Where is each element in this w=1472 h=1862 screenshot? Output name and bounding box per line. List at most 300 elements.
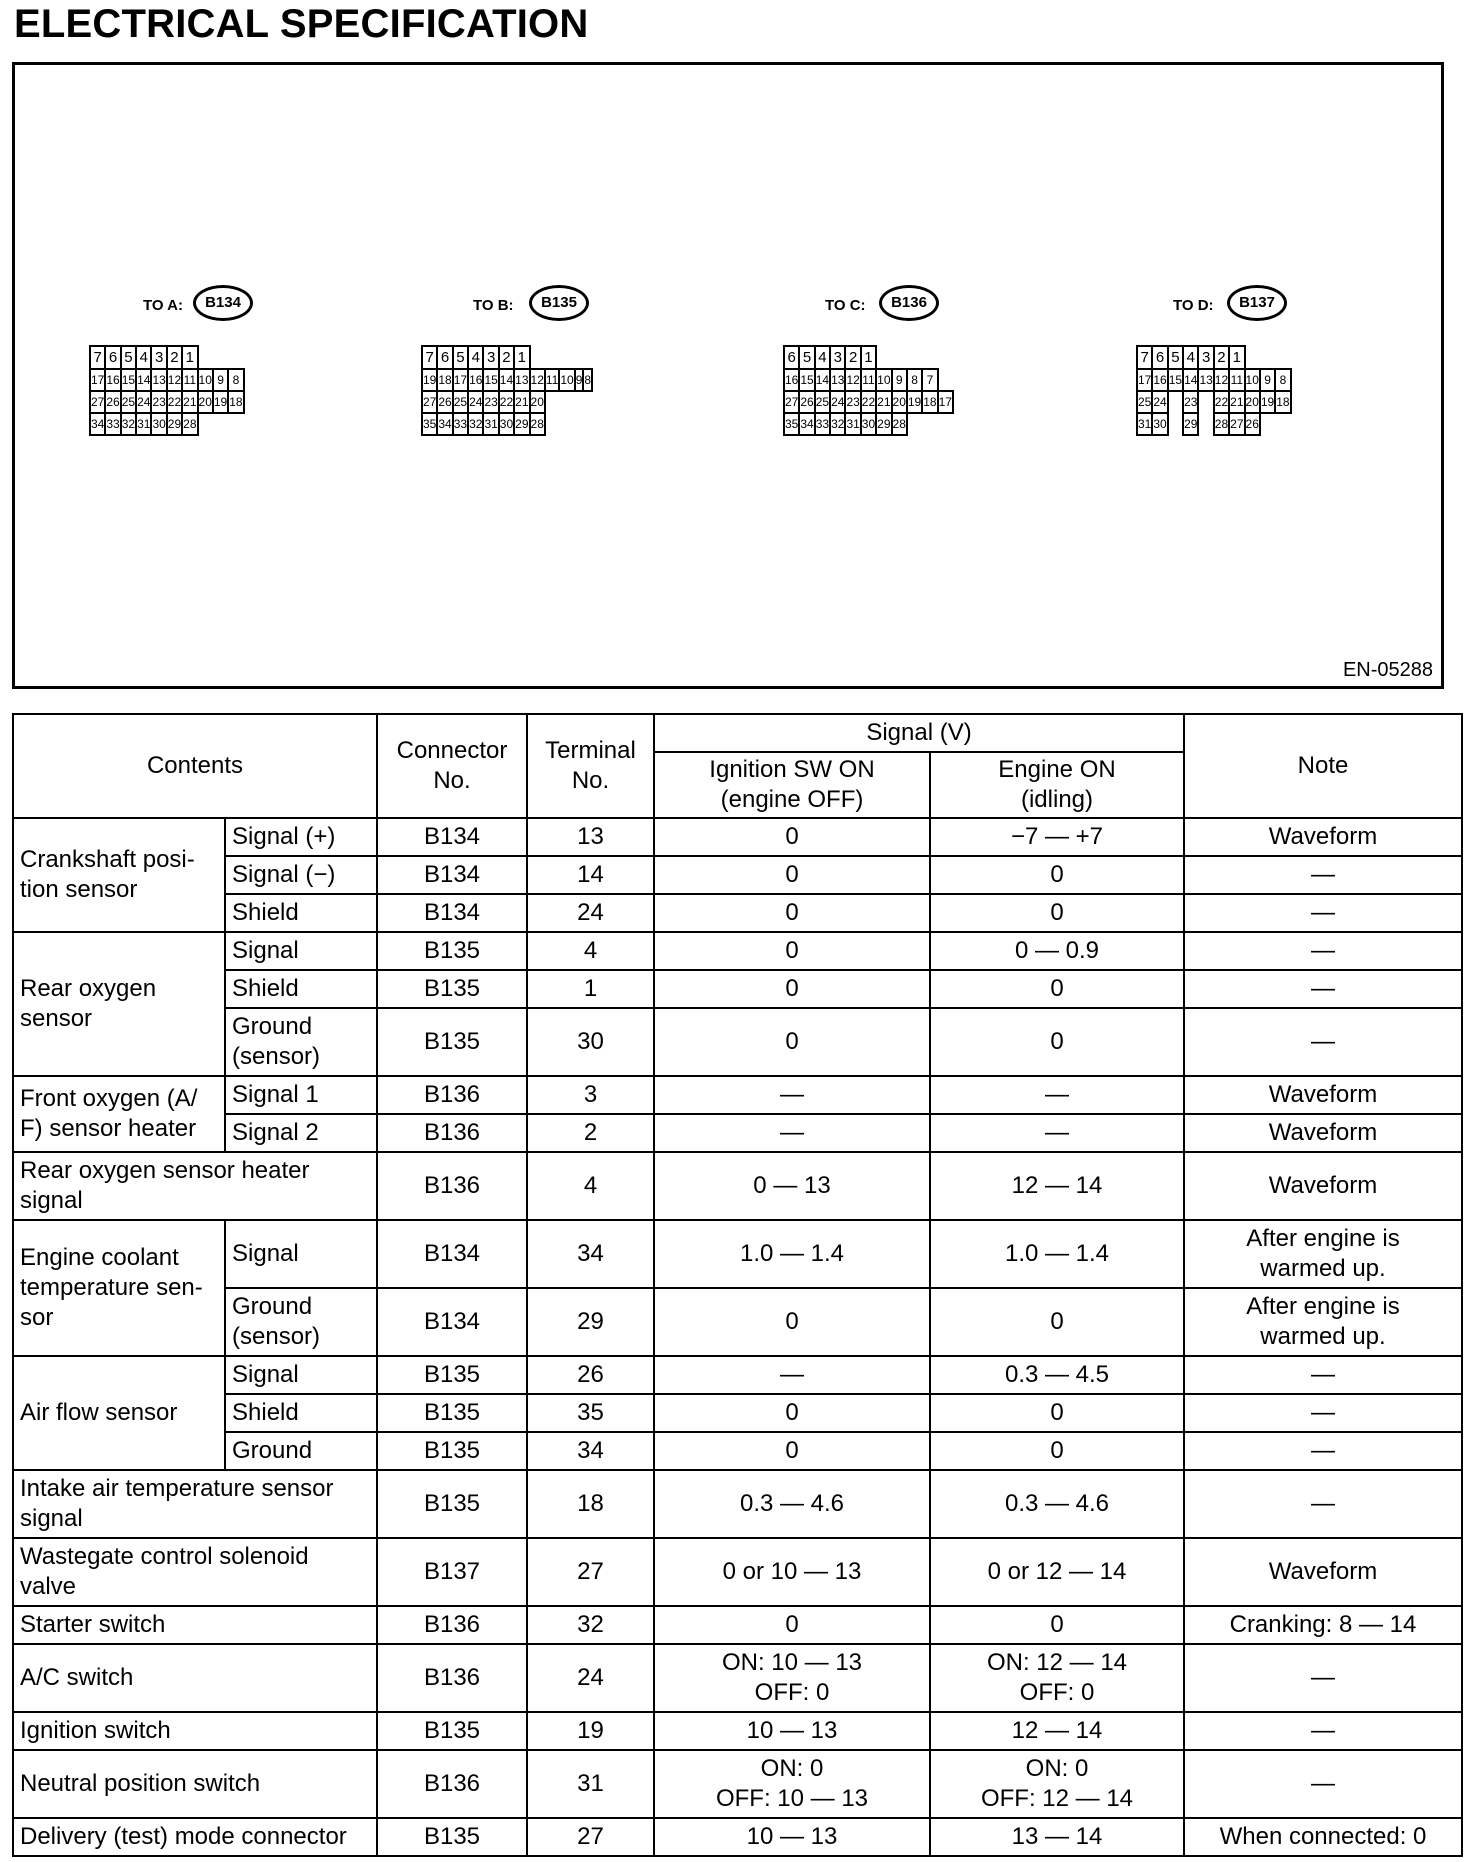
row-terminal-no: 34	[527, 1220, 654, 1288]
row-connector-no: B136	[377, 1114, 527, 1152]
pin: 25	[815, 391, 830, 413]
pin: 9	[213, 369, 228, 391]
row-connector-no: B136	[377, 1750, 527, 1818]
row-signal-engine-on: 12 — 14	[930, 1712, 1184, 1750]
row-signal-ign-on: 0	[654, 1606, 930, 1644]
pin: 9	[1260, 369, 1275, 391]
pin: 13	[151, 369, 166, 391]
row-connector-no: B134	[377, 1288, 527, 1356]
row-sub-item: Signal (+)	[225, 818, 377, 856]
pin-row	[422, 369, 592, 391]
row-terminal-no: 27	[527, 1538, 654, 1606]
row-signal-engine-on: 0	[930, 856, 1184, 894]
row-signal-engine-on: 1.0 — 1.4	[930, 1220, 1184, 1288]
table-row	[13, 1644, 1462, 1712]
row-connector-no: B136	[377, 1606, 527, 1644]
pin-row	[784, 391, 953, 413]
table-row	[13, 1818, 1462, 1856]
pin: 29	[514, 413, 529, 435]
pin: 31	[136, 413, 151, 435]
row-signal-ign-on: 10 — 13	[654, 1818, 930, 1856]
pin: 7	[1137, 346, 1152, 369]
connector-code-badge: B135	[529, 285, 589, 321]
pin: 11	[861, 369, 876, 391]
pin: 5	[799, 346, 814, 369]
row-terminal-no: 4	[527, 932, 654, 970]
pin: 13	[1198, 369, 1213, 391]
row-terminal-no: 1	[527, 970, 654, 1008]
row-terminal-no: 2	[527, 1114, 654, 1152]
pin: 23	[845, 391, 860, 413]
row-connector-no: B135	[377, 1818, 527, 1856]
pin: 2	[845, 346, 860, 369]
pin-gap	[1168, 413, 1183, 435]
row-signal-ign-on: 0	[654, 932, 930, 970]
pin: 30	[151, 413, 166, 435]
pin-row	[90, 369, 244, 391]
pin: 31	[1137, 413, 1152, 435]
pin-row	[784, 346, 953, 369]
table-row	[13, 1288, 1462, 1356]
pin: 3	[151, 346, 166, 369]
pin-row	[422, 346, 592, 369]
row-sub-item: Signal	[225, 1220, 377, 1288]
row-connector-no: B135	[377, 1712, 527, 1750]
pin: 34	[437, 413, 452, 435]
pin: 7	[422, 346, 437, 369]
row-note: —	[1184, 1712, 1462, 1750]
pin: 10	[559, 369, 574, 391]
pin: 7	[90, 346, 105, 369]
pin: 3	[1198, 346, 1213, 369]
row-signal-engine-on: 0 — 0.9	[930, 932, 1184, 970]
pin: 8	[907, 369, 922, 391]
connector-label: TO D:	[1173, 297, 1214, 314]
row-signal-engine-on: 0	[930, 1432, 1184, 1470]
pin: 26	[437, 391, 452, 413]
pin: 5	[1168, 346, 1183, 369]
row-connector-no: B135	[377, 1394, 527, 1432]
row-contents: Crankshaft posi- tion sensor	[13, 818, 225, 932]
row-note: When connected: 0	[1184, 1818, 1462, 1856]
pin: 25	[453, 391, 468, 413]
header-terminal-line1: Terminal	[545, 737, 636, 764]
row-terminal-no: 27	[527, 1818, 654, 1856]
row-terminal-no: 4	[527, 1152, 654, 1220]
pin: 4	[815, 346, 830, 369]
pin: 24	[830, 391, 845, 413]
row-signal-engine-on: 0 or 12 — 14	[930, 1538, 1184, 1606]
row-terminal-no: 34	[527, 1432, 654, 1470]
row-connector-no: B134	[377, 856, 527, 894]
row-terminal-no: 30	[527, 1008, 654, 1076]
pin: 24	[468, 391, 483, 413]
pin: 21	[876, 391, 891, 413]
pin-row	[1137, 413, 1291, 435]
header-terminal-line2: No.	[571, 767, 610, 794]
table-row	[13, 970, 1462, 1008]
header-signal: Signal (V)	[654, 714, 1184, 752]
pin: 5	[453, 346, 468, 369]
row-signal-engine-on: 0	[930, 1288, 1184, 1356]
row-signal-engine-on: 12 — 14	[930, 1152, 1184, 1220]
pin: 22	[1214, 391, 1229, 413]
pin: 15	[1168, 369, 1183, 391]
pin: 26	[1245, 413, 1260, 435]
pin-row	[784, 369, 953, 391]
pin: 13	[514, 369, 529, 391]
header-connector-line1: Connector	[396, 737, 508, 764]
pin: 27	[422, 391, 437, 413]
row-contents: Neutral position switch	[13, 1750, 377, 1818]
table-row	[13, 1606, 1462, 1644]
row-signal-ign-on: 10 — 13	[654, 1712, 930, 1750]
row-signal-engine-on: 0	[930, 1394, 1184, 1432]
pin: 4	[136, 346, 151, 369]
row-signal-engine-on: 0	[930, 1606, 1184, 1644]
pin: 35	[422, 413, 437, 435]
connector-code-badge: B137	[1227, 285, 1287, 321]
row-signal-engine-on: 0	[930, 894, 1184, 932]
pin: 2	[1214, 346, 1229, 369]
pin: 12	[1214, 369, 1229, 391]
pin: 17	[1137, 369, 1152, 391]
connector-code-badge: B136	[879, 285, 939, 321]
pin: 8	[583, 369, 592, 391]
pin: 22	[167, 391, 182, 413]
pin: 17	[453, 369, 468, 391]
row-note: —	[1184, 1432, 1462, 1470]
pin: 28	[530, 413, 545, 435]
connector-pin-grid	[89, 345, 245, 436]
table-row	[13, 856, 1462, 894]
pin: 18	[228, 391, 243, 413]
pin: 16	[784, 369, 799, 391]
pin: 11	[182, 369, 197, 391]
row-signal-ign-on: 0	[654, 1288, 930, 1356]
row-signal-ign-on: 1.0 — 1.4	[654, 1220, 930, 1288]
row-contents: Rear oxygen sensor	[13, 932, 225, 1076]
pin: 12	[530, 369, 545, 391]
pin: 4	[468, 346, 483, 369]
row-terminal-no: 26	[527, 1356, 654, 1394]
connector-label: TO B:	[473, 297, 514, 314]
row-signal-engine-on: 0.3 — 4.5	[930, 1356, 1184, 1394]
pin: 33	[453, 413, 468, 435]
pin: 18	[1275, 391, 1290, 413]
header-ign-line1: Ignition SW ON	[709, 756, 875, 783]
row-signal-ign-on: —	[654, 1076, 930, 1114]
pin: 32	[468, 413, 483, 435]
pin: 30	[499, 413, 514, 435]
row-signal-engine-on: 0.3 — 4.6	[930, 1470, 1184, 1538]
header-connector-line2: No.	[433, 767, 471, 794]
row-signal-ign-on: 0	[654, 818, 930, 856]
row-connector-no: B135	[377, 1356, 527, 1394]
row-connector-no: B137	[377, 1538, 527, 1606]
pin-row	[1137, 346, 1291, 369]
pin: 21	[514, 391, 529, 413]
connector-pin-grid	[1136, 345, 1292, 436]
row-connector-no: B136	[377, 1076, 527, 1114]
header-eng-line1: Engine ON	[998, 756, 1116, 783]
table-row	[13, 932, 1462, 970]
row-sub-item: Shield	[225, 970, 377, 1008]
row-note: After engine is warmed up.	[1184, 1220, 1462, 1288]
row-note: Waveform	[1184, 1538, 1462, 1606]
pin: 32	[830, 413, 845, 435]
row-signal-ign-on: —	[654, 1114, 930, 1152]
header-note: Note	[1184, 714, 1462, 818]
row-connector-no: B135	[377, 932, 527, 970]
pin: 7	[922, 369, 937, 391]
row-note: Waveform	[1184, 818, 1462, 856]
row-connector-no: B135	[377, 1008, 527, 1076]
pin: 11	[1229, 369, 1244, 391]
row-sub-item: Signal	[225, 1356, 377, 1394]
pin: 16	[1152, 369, 1167, 391]
row-terminal-no: 24	[527, 1644, 654, 1712]
pin: 1	[861, 346, 876, 369]
pin: 35	[784, 413, 799, 435]
pin: 34	[799, 413, 814, 435]
pin-gap	[1198, 391, 1213, 413]
connector-pin-grid	[783, 345, 954, 436]
pin: 3	[830, 346, 845, 369]
row-sub-item: Ground (sensor)	[225, 1008, 377, 1076]
pin: 14	[136, 369, 151, 391]
pin: 16	[105, 369, 120, 391]
pin-row	[90, 413, 244, 435]
row-contents: Engine coolant temperature sen- sor	[13, 1220, 225, 1356]
row-sub-item: Signal (−)	[225, 856, 377, 894]
row-sub-item: Signal 1	[225, 1076, 377, 1114]
row-connector-no: B136	[377, 1152, 527, 1220]
row-contents: Front oxygen (A/ F) sensor heater	[13, 1076, 225, 1152]
pin: 20	[198, 391, 213, 413]
row-signal-engine-on: 13 — 14	[930, 1818, 1184, 1856]
row-signal-engine-on: ON: 0 OFF: 12 — 14	[930, 1750, 1184, 1818]
row-signal-ign-on: —	[654, 1356, 930, 1394]
pin: 18	[437, 369, 452, 391]
pin: 22	[861, 391, 876, 413]
row-note: —	[1184, 856, 1462, 894]
row-signal-ign-on: 0 or 10 — 13	[654, 1538, 930, 1606]
page-title: ELECTRICAL SPECIFICATION	[14, 2, 589, 46]
table-row	[13, 1750, 1462, 1818]
table-row	[13, 1076, 1462, 1114]
row-signal-ign-on: ON: 0 OFF: 10 — 13	[654, 1750, 930, 1818]
pin: 15	[483, 369, 498, 391]
pin: 23	[151, 391, 166, 413]
pin: 19	[907, 391, 922, 413]
table-row	[13, 1432, 1462, 1470]
connector-label: TO C:	[825, 297, 866, 314]
header-ignition-sw-on	[654, 752, 930, 818]
pin: 24	[136, 391, 151, 413]
pin: 19	[213, 391, 228, 413]
row-sub-item: Ground	[225, 1432, 377, 1470]
table-row	[13, 1152, 1462, 1220]
pin: 17	[90, 369, 105, 391]
connector-figure	[12, 62, 1444, 689]
row-terminal-no: 13	[527, 818, 654, 856]
row-contents: A/C switch	[13, 1644, 377, 1712]
pin: 23	[483, 391, 498, 413]
pin: 6	[105, 346, 120, 369]
pin: 6	[437, 346, 452, 369]
pin: 15	[799, 369, 814, 391]
pin: 10	[876, 369, 891, 391]
connector-code-badge: B134	[193, 285, 253, 321]
pin: 20	[892, 391, 907, 413]
pin: 18	[922, 391, 937, 413]
row-contents: Rear oxygen sensor heater signal	[13, 1152, 377, 1220]
row-terminal-no: 24	[527, 894, 654, 932]
pin: 27	[1229, 413, 1244, 435]
row-note: —	[1184, 1644, 1462, 1712]
row-sub-item: Ground (sensor)	[225, 1288, 377, 1356]
pin-row	[422, 391, 592, 413]
pin: 1	[514, 346, 529, 369]
pin: 27	[90, 391, 105, 413]
table-row	[13, 1008, 1462, 1076]
pin: 3	[483, 346, 498, 369]
table-row	[13, 818, 1462, 856]
row-signal-ign-on: 0	[654, 1008, 930, 1076]
pin: 33	[815, 413, 830, 435]
row-connector-no: B134	[377, 894, 527, 932]
row-note: After engine is warmed up.	[1184, 1288, 1462, 1356]
pin: 30	[1152, 413, 1167, 435]
row-note: —	[1184, 894, 1462, 932]
pin: 14	[815, 369, 830, 391]
table-row	[13, 1220, 1462, 1288]
pin-row	[422, 413, 592, 435]
header-terminal	[527, 714, 654, 818]
pin: 28	[892, 413, 907, 435]
pin: 4	[1183, 346, 1198, 369]
row-signal-ign-on: 0	[654, 1394, 930, 1432]
row-signal-engine-on: 0	[930, 1008, 1184, 1076]
pin: 9	[575, 369, 584, 391]
pin: 20	[1245, 391, 1260, 413]
row-sub-item: Signal	[225, 932, 377, 970]
table-row	[13, 1538, 1462, 1606]
spec-table-body	[13, 818, 1462, 1856]
figure-code: EN-05288	[1342, 659, 1433, 681]
pin: 20	[530, 391, 545, 413]
pin: 6	[1152, 346, 1167, 369]
row-signal-ign-on: 0.3 — 4.6	[654, 1470, 930, 1538]
row-note: —	[1184, 970, 1462, 1008]
pin: 14	[1183, 369, 1198, 391]
row-signal-ign-on: 0	[654, 856, 930, 894]
pin-row	[90, 391, 244, 413]
header-connector	[377, 714, 527, 818]
pin: 9	[892, 369, 907, 391]
pin: 17	[938, 391, 953, 413]
pin: 15	[121, 369, 136, 391]
row-sub-item: Shield	[225, 1394, 377, 1432]
header-engine-on	[930, 752, 1184, 818]
connector-label: TO A:	[143, 297, 183, 314]
row-signal-engine-on: —	[930, 1114, 1184, 1152]
row-note: Waveform	[1184, 1152, 1462, 1220]
header-eng-line2: (idling)	[1020, 786, 1094, 813]
pin: 30	[861, 413, 876, 435]
row-signal-ign-on: 0	[654, 970, 930, 1008]
pin: 5	[121, 346, 136, 369]
row-contents: Wastegate control solenoid valve	[13, 1538, 377, 1606]
pin: 26	[799, 391, 814, 413]
pin: 6	[784, 346, 799, 369]
pin: 10	[198, 369, 213, 391]
row-note: —	[1184, 1394, 1462, 1432]
header-ign-line2: (engine OFF)	[720, 786, 864, 813]
pin: 12	[845, 369, 860, 391]
pin: 16	[468, 369, 483, 391]
pin: 24	[1152, 391, 1167, 413]
row-sub-item: Shield	[225, 894, 377, 932]
pin: 19	[422, 369, 437, 391]
row-terminal-no: 32	[527, 1606, 654, 1644]
row-terminal-no: 18	[527, 1470, 654, 1538]
row-connector-no: B134	[377, 818, 527, 856]
row-connector-no: B134	[377, 1220, 527, 1288]
row-note: —	[1184, 1470, 1462, 1538]
row-signal-engine-on: −7 — +7	[930, 818, 1184, 856]
pin: 12	[167, 369, 182, 391]
pin: 31	[845, 413, 860, 435]
row-contents: Starter switch	[13, 1606, 377, 1644]
row-signal-ign-on: 0	[654, 894, 930, 932]
table-row	[13, 1114, 1462, 1152]
pin: 29	[167, 413, 182, 435]
row-terminal-no: 29	[527, 1288, 654, 1356]
pin: 2	[499, 346, 514, 369]
row-connector-no: B135	[377, 1470, 527, 1538]
table-row	[13, 894, 1462, 932]
row-note: Waveform	[1184, 1114, 1462, 1152]
pin-row	[1137, 391, 1291, 413]
pin: 8	[1275, 369, 1290, 391]
pin: 19	[1260, 391, 1275, 413]
pin: 25	[121, 391, 136, 413]
row-contents: Delivery (test) mode connector	[13, 1818, 377, 1856]
pin: 26	[105, 391, 120, 413]
pin: 34	[90, 413, 105, 435]
row-signal-ign-on: 0 — 13	[654, 1152, 930, 1220]
row-signal-ign-on: ON: 10 — 13 OFF: 0	[654, 1644, 930, 1712]
pin: 21	[182, 391, 197, 413]
pin: 33	[105, 413, 120, 435]
pin: 32	[121, 413, 136, 435]
row-note: Cranking: 8 — 14	[1184, 1606, 1462, 1644]
pin: 23	[1183, 391, 1198, 413]
pin: 13	[830, 369, 845, 391]
pin: 22	[499, 391, 514, 413]
row-sub-item: Signal 2	[225, 1114, 377, 1152]
table-row	[13, 1712, 1462, 1750]
row-contents: Air flow sensor	[13, 1356, 225, 1470]
pin: 29	[1183, 413, 1198, 435]
pin: 25	[1137, 391, 1152, 413]
row-connector-no: B135	[377, 1432, 527, 1470]
pin: 10	[1245, 369, 1260, 391]
table-row	[13, 1356, 1462, 1394]
header-contents: Contents	[13, 714, 377, 818]
